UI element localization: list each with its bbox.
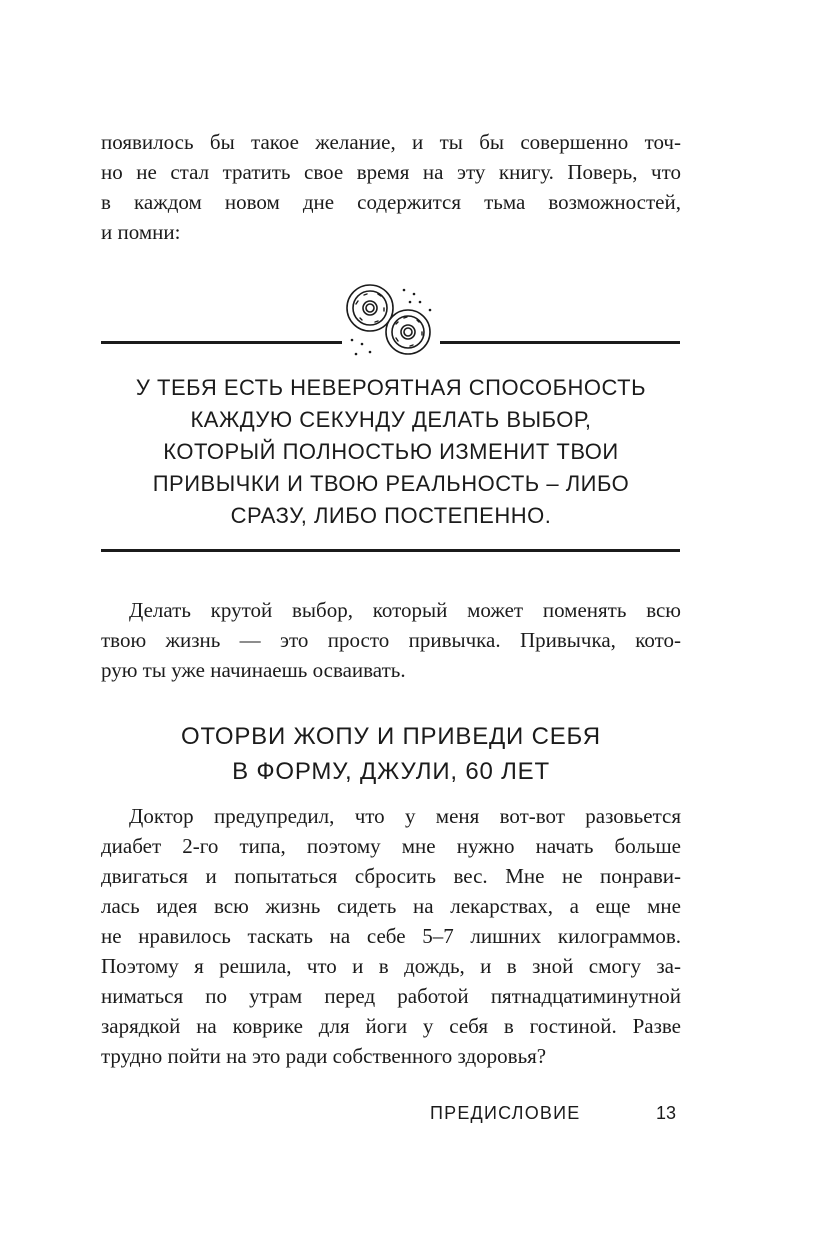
quote-top-rule-right bbox=[440, 341, 680, 344]
quote-line: У ТЕБЯ ЕСТЬ НЕВЕРОЯТНАЯ СПОСОБНОСТЬ bbox=[135, 375, 647, 400]
quote-line: СРАЗУ, ЛИБО ПОСТЕПЕННО. bbox=[230, 503, 552, 528]
text-line: двигаться и попытаться сбросить вес. Мне не понрави- bbox=[101, 864, 681, 888]
text-line: рую ты уже начинаешь осваивать. bbox=[101, 658, 406, 682]
text-line: трудно пойти на это ради собственного здоровья? bbox=[101, 1044, 547, 1068]
running-footer-chapter: ПРЕДИСЛОВИЕ bbox=[430, 1103, 581, 1123]
text-line: твою жизнь — это просто привычка. Привычка, кото- bbox=[101, 628, 681, 652]
text-line: ниматься по утрам перед работой пятнадцатиминутной bbox=[101, 984, 681, 1008]
text-line: появилось бы такое желание, и ты бы совершенно точ- bbox=[101, 130, 681, 154]
quote-line: КОТОРЫЙ ПОЛНОСТЬЮ ИЗМЕНИТ ТВОИ bbox=[163, 439, 619, 464]
text-line: Делать крутой выбор, который может поменять всю bbox=[129, 598, 681, 622]
donuts-icon bbox=[340, 280, 440, 360]
text-line: зарядкой на коврике для йоги у себя в гостиной. Разве bbox=[101, 1014, 681, 1038]
text-line: не нравилось таскать на себе 5–7 лишних килограммов. bbox=[101, 924, 681, 948]
text-line: в каждом новом дне содержится тьма возможностей, bbox=[101, 190, 681, 214]
quote-bottom-rule bbox=[101, 549, 680, 552]
text-line: Поэтому я решила, что и в дождь, и в зной смогу за- bbox=[101, 954, 681, 978]
heading-line: ОТОРВИ ЖОПУ И ПРИВЕДИ СЕБЯ bbox=[181, 723, 601, 750]
section-paragraph bbox=[101, 801, 681, 1071]
text-line: лась идея всю жизнь сидеть на лекарствах, а еще мне bbox=[101, 894, 681, 918]
quote-top-rule-left bbox=[101, 341, 342, 344]
heading-line: В ФОРМУ, ДЖУЛИ, 60 ЛЕТ bbox=[232, 758, 550, 785]
text-line: диабет 2-го типа, поэтому мне нужно начать больше bbox=[101, 834, 681, 858]
quote-line: КАЖДУЮ СЕКУНДУ ДЕЛАТЬ ВЫБОР, bbox=[190, 407, 592, 432]
intro-paragraph bbox=[101, 127, 681, 247]
text-line: но не стал тратить свое время на эту книгу. Поверь, что bbox=[101, 160, 681, 184]
text-line: и помни: bbox=[101, 220, 181, 244]
page-number: 13 bbox=[656, 1103, 677, 1123]
quote-line: ПРИВЫЧКИ И ТВОЮ РЕАЛЬНОСТЬ – ЛИБО bbox=[152, 471, 630, 496]
pull-quote bbox=[101, 372, 681, 532]
text-line: Доктор предупредил, что у меня вот-вот разовьется bbox=[129, 804, 681, 828]
section-heading bbox=[101, 719, 681, 789]
after-quote-paragraph bbox=[101, 595, 681, 685]
